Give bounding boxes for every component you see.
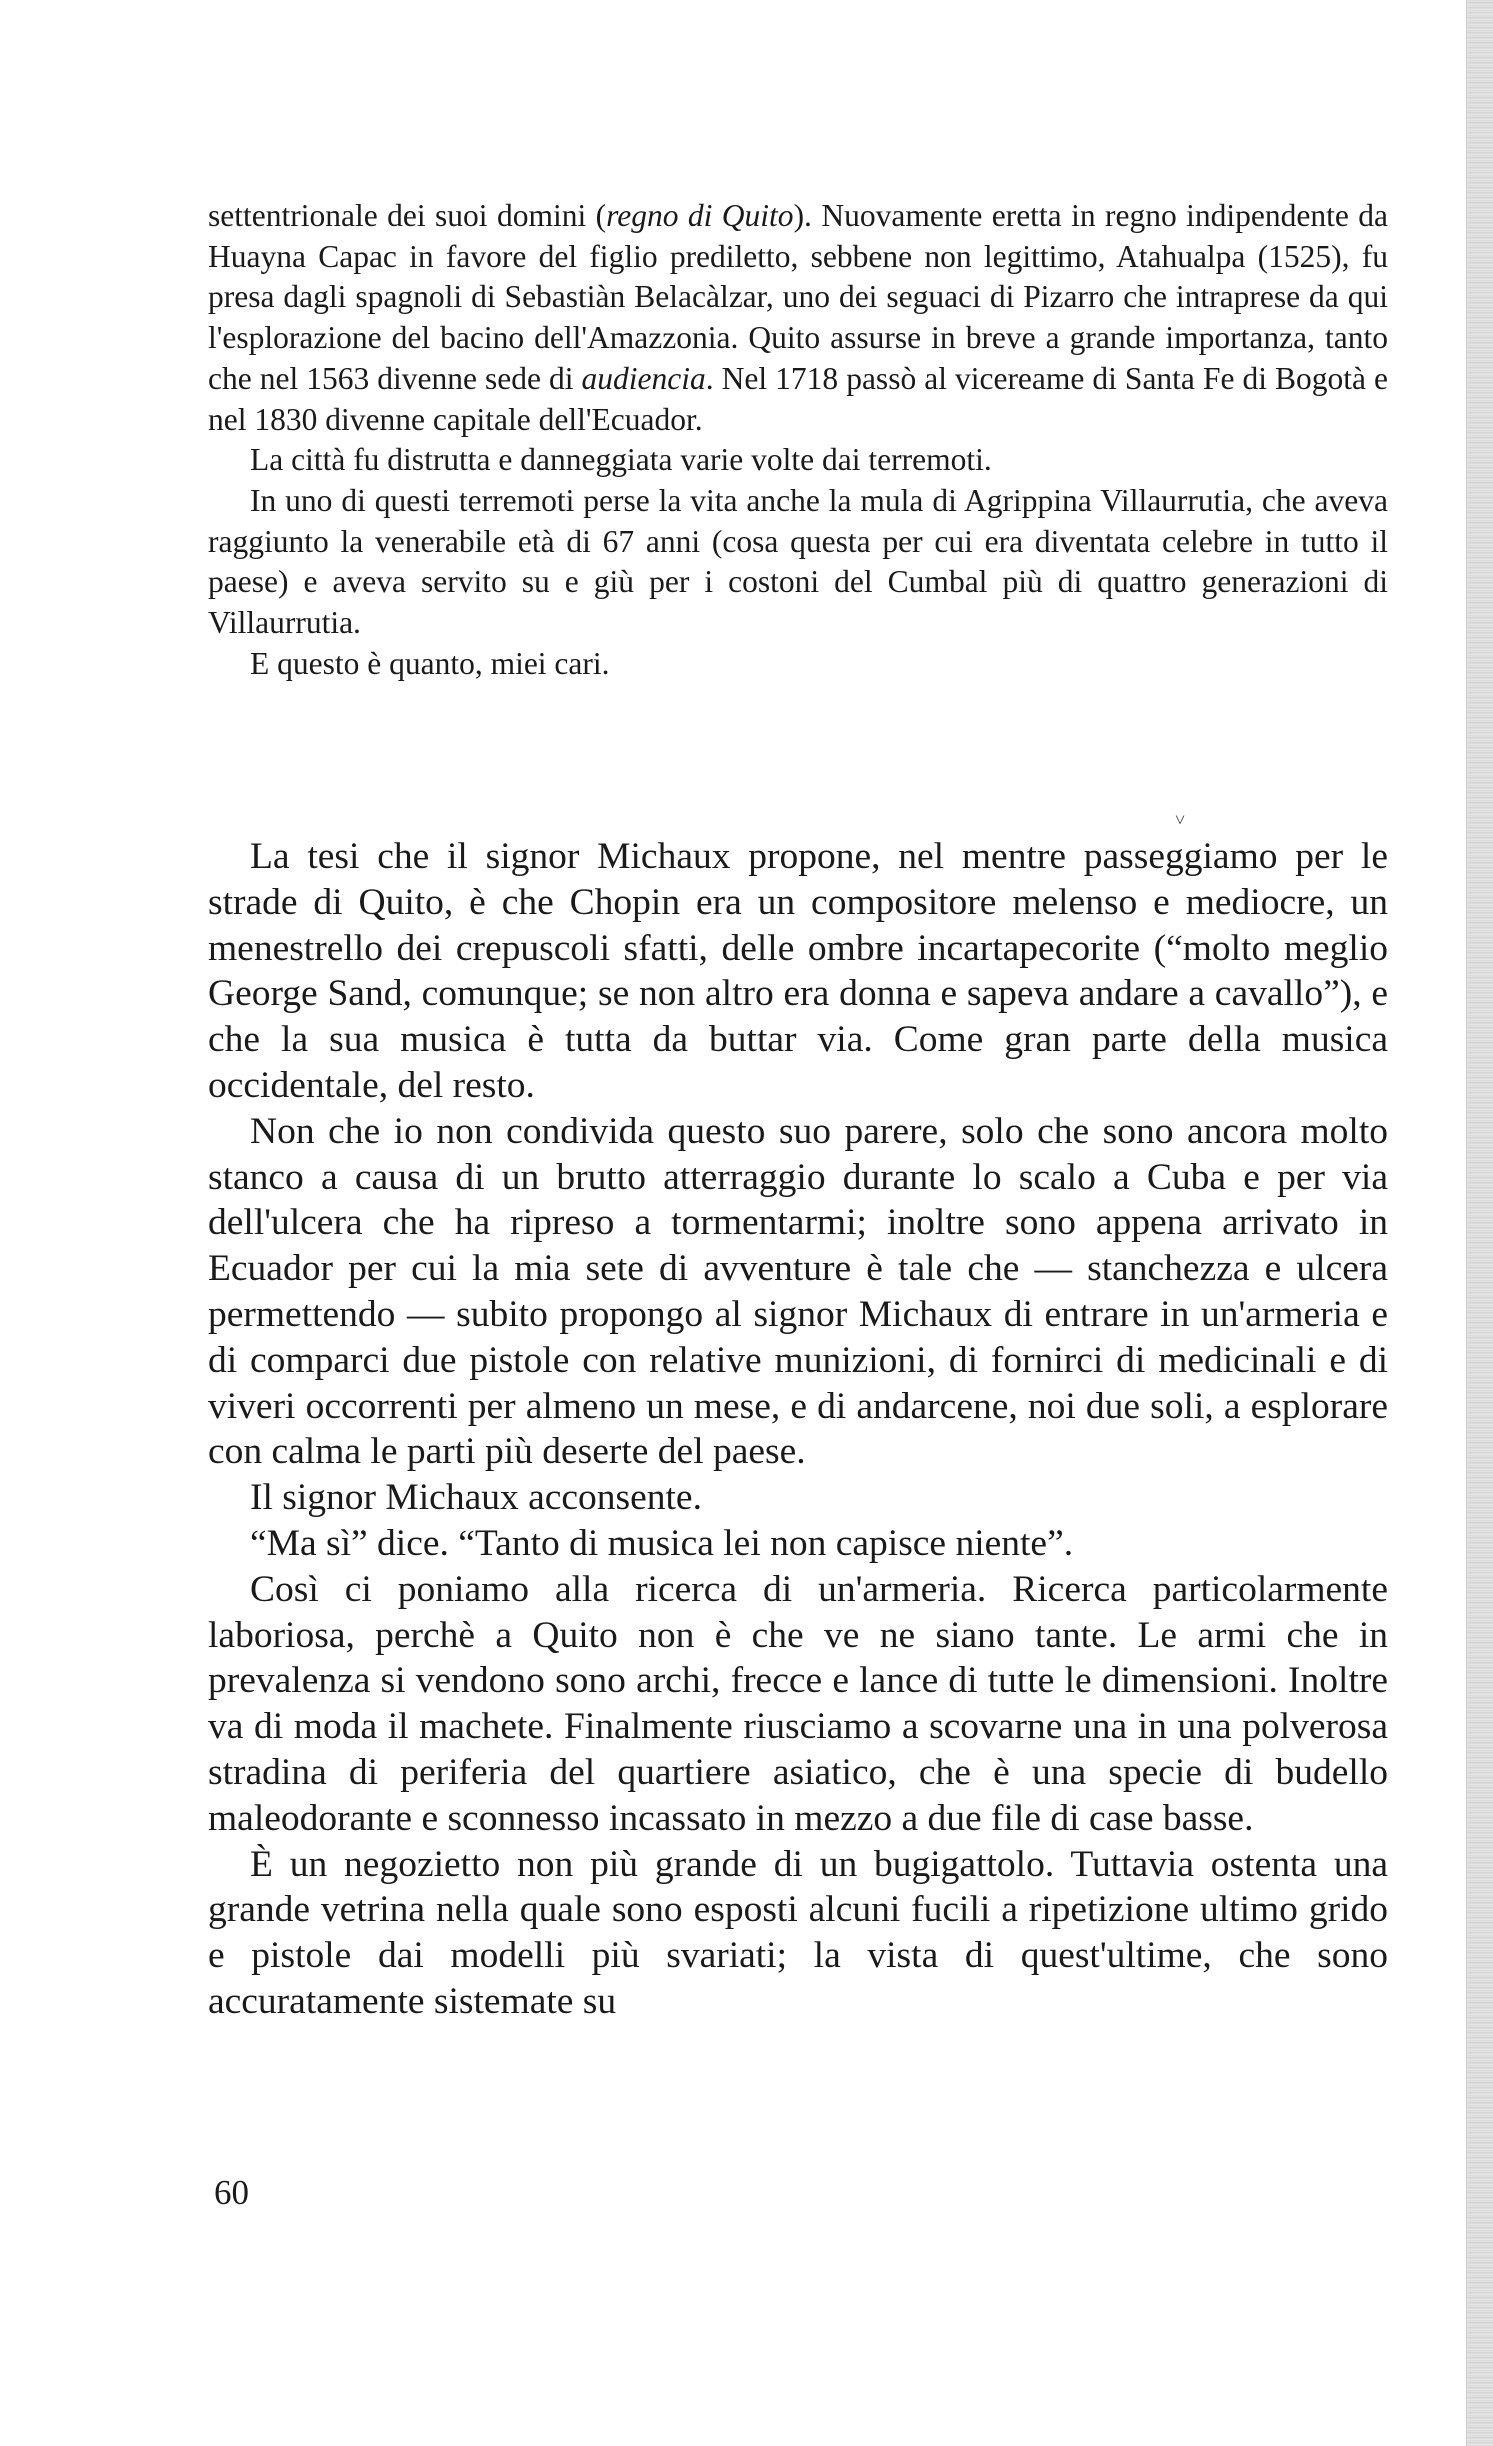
note-paragraph-4: E questo è quanto, miei cari. [250, 645, 610, 681]
note-text: ). Nuovamente eretta in regno indipendente da Huayna Capac in favore del figlio prediletto, sebbene non legittimo, Atahualpa (1525), fu presa dagli spagnoli di Sebastiàn Belacàlzar, uno dei seguaci di Pizarro che intraprese da qui l'esplorazione del bacino dell'Amazzonia. Quito assurse in breve a grande importanza, tanto che nel 1563 divenne sede di [208, 198, 1389, 396]
page-number: 60 [214, 2173, 249, 2212]
note-text: settentrionale dei suoi domini ( [208, 198, 607, 233]
body-paragraph-1: La tesi che il signor Michaux propone, nel mentre passeggiamo per le strade di Quito, è che Chopin era un compositore melenso e mediocre, un menestrello dei crepuscoli sfatti, delle ombre incartapecorite (“molto meglio George Sand, comunque; se non altro era donna e sapeva andare a cavallo”), e che la sua musica è tutta da buttar via. Come gran parte della musica occidentale, del resto. [208, 836, 1388, 1106]
note-paragraph-3: In uno di questi terremoti perse la vita anche la mula di Agrippina Villaurrutia, che aveva raggiunto la venerabile età di 67 anni (cosa questa per cui era diventata celebre in tutto il paese) e aveva servito su e giù per i costoni del Cumbal più di quattro generazioni di Villaurrutia. [208, 482, 1388, 641]
note-block [208, 196, 1388, 684]
body-paragraph-2: Non che io non condivida questo suo parere, solo che sono ancora molto stanco a causa di un brutto atterraggio durante lo scalo a Cuba e per via dell'ulcera che ha ripreso a tormentarmi; inoltre sono appena arrivato in Ecuador per cui la mia sete di avventure è tale che — stanchezza e ulcera permettendo — subito propongo al signor Michaux di entrare in un'armeria e di comparci due pistole con relative munizioni, di fornirci di medicinali e di viveri occorrenti per almeno un mese, e di andarcene, noi due soli, a esplorare con calma le parti più deserte del paese. [208, 1110, 1388, 1473]
body-paragraph-3: Il signor Michaux acconsente. [250, 1477, 702, 1519]
note-italic-text: regno di Quito [606, 198, 794, 233]
note-text: . Nel 1718 passò al vicereame di Santa Fe di Bogotà e nel 1830 divenne capitale dell'Ecuador. [208, 360, 1388, 437]
note-paragraph-1 [208, 196, 1388, 440]
scan-mark: ˅ [1175, 810, 1186, 830]
body-block [208, 834, 1388, 2025]
note-paragraph-2: La città fu distrutta e danneggiata varie volte dai terremoti. [250, 442, 992, 478]
body-paragraph-4: “Ma sì” dice. “Tanto di musica lei non capisce niente”. [250, 1522, 1074, 1564]
body-paragraph-6: È un negozietto non più grande di un bugigattolo. Tuttavia ostenta una grande vetrina nella quale sono esposti alcuni fucili a ripetizione ultimo grido e pistole dai modelli più svariati; la vista di quest'ultime, che sono accuratamente sistemate su [208, 1843, 1388, 2022]
body-paragraph-5: Così ci poniamo alla ricerca di un'armeria. Ricerca particolarmente laboriosa, perchè a Quito non è che ve ne siano tante. Le armi che in prevalenza si vendono sono archi, frecce e lance di tutte le dimensioni. Inoltre va di moda il machete. Finalmente riusciamo a scovarne una in una polverosa stradina di periferia del quartiere asiatico, che è una specie di budello maleodorante e sconnesso incassato in mezzo a due file di case basse. [208, 1568, 1388, 1839]
scanned-page-edge [1466, 0, 1493, 2446]
note-italic-text: audiencia [581, 360, 706, 396]
